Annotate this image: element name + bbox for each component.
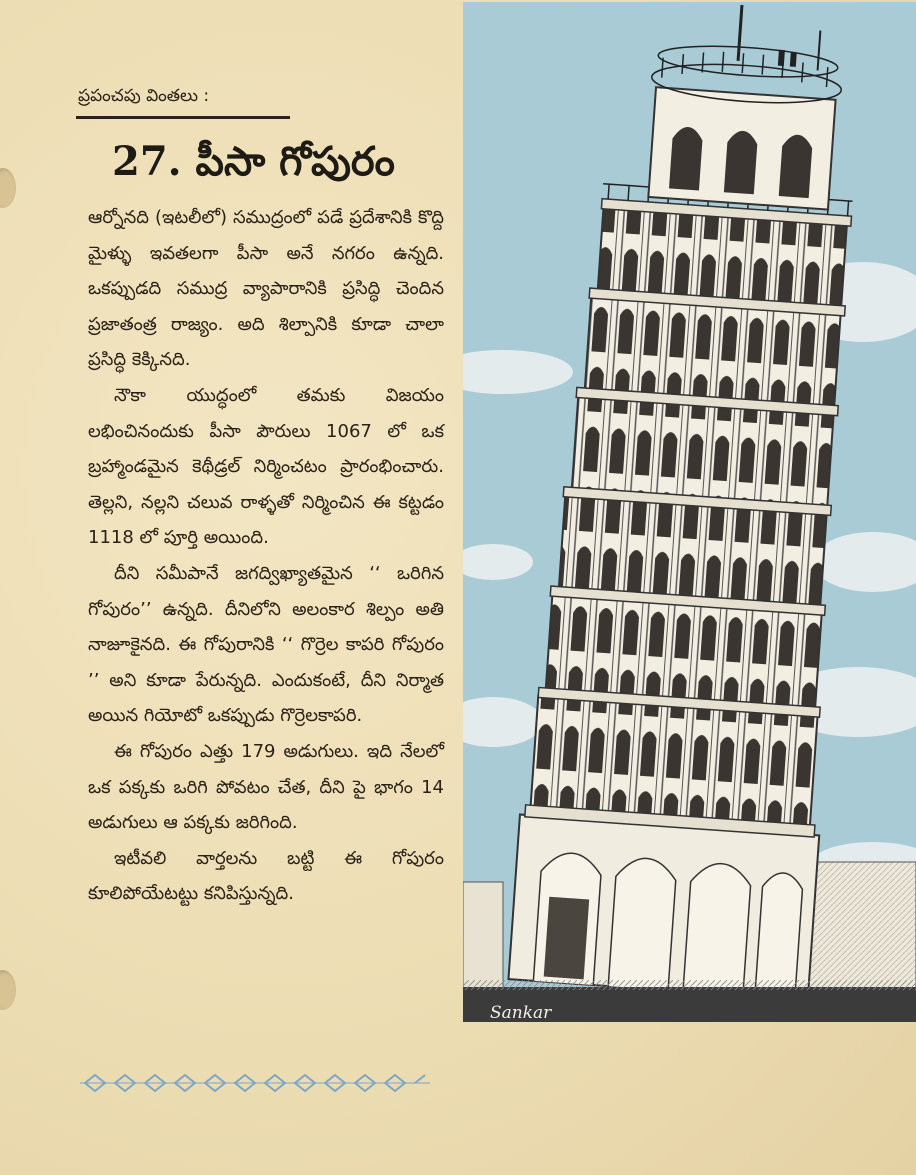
artist-signature: Sankar [490, 1003, 552, 1023]
paragraph: ఇటీవలి వార్తలను బట్టి ఈ గోపురం కూలిపోయేటట్టు కనిపిస్తున్నది. [88, 847, 444, 905]
series-label: ప్రపంచపు వింతలు : [78, 86, 210, 106]
paragraph: ఈ గోపురం ఎత్తు 179 అడుగులు. ఇది నేలలో ఒక పక్కకు ఒరిగి పోవటం చేత, దీని పై భాగం 14 అడుగులు ఆ పక్కకు జరిగింది. [88, 740, 444, 834]
paragraph: నౌకా యుద్ధంలో తమకు విజయం లభించినందుకు పీసా పౌరులు 1067 లో ఒక బ్రహ్మాండమైన కెథీడ్రల్ నిర్మించటం ప్రారంభించారు. తెల్లని, నల్లని చలువ రాళ్ళతో నిర్మించిన ఈ కట్టడం 1118 లో పూర్తి అయింది. [88, 384, 444, 549]
paragraph: దీని సమీపానే జగద్విఖ్యాతమైన ‘‘ ఒరిగిన గోపురం’’ ఉన్నది. దీనిలోని అలంకార శిల్పం అతి నాజూకైనది. ఈ గోపురానికి ‘‘ గొర్రెల కాపరి గోపురం ’’ అని కూడా పేరున్నది. ఎందుకంటే, దీని నిర్మాత అయిన గియోటో ఒకప్పుడు గొర్రెలకాపరి. [88, 562, 444, 727]
article-body [88, 200, 444, 912]
binder-hole [0, 970, 16, 1010]
leaning-tower-illustration [463, 2, 916, 1022]
series-underline [76, 116, 290, 119]
binder-hole [0, 168, 16, 208]
decorative-ornament-border [80, 1072, 430, 1094]
article-title: 27. పీసా గోపురం [112, 138, 395, 185]
paragraph: ఆర్నోనది (ఇటలీలో) సముద్రంలో పడే ప్రదేశానికి కొద్ది మైళ్ళు ఇవతలగా పీసా అనే నగరం ఉన్నది. ఒకప్పుడది సముద్ర వ్యాపారానికి ప్రసిద్ధి చెందిన ప్రజాతంత్ర రాజ్యం. అది శిల్పానికి కూడా చాలా ప్రసిద్ధి కెక్కినది. [88, 207, 444, 371]
